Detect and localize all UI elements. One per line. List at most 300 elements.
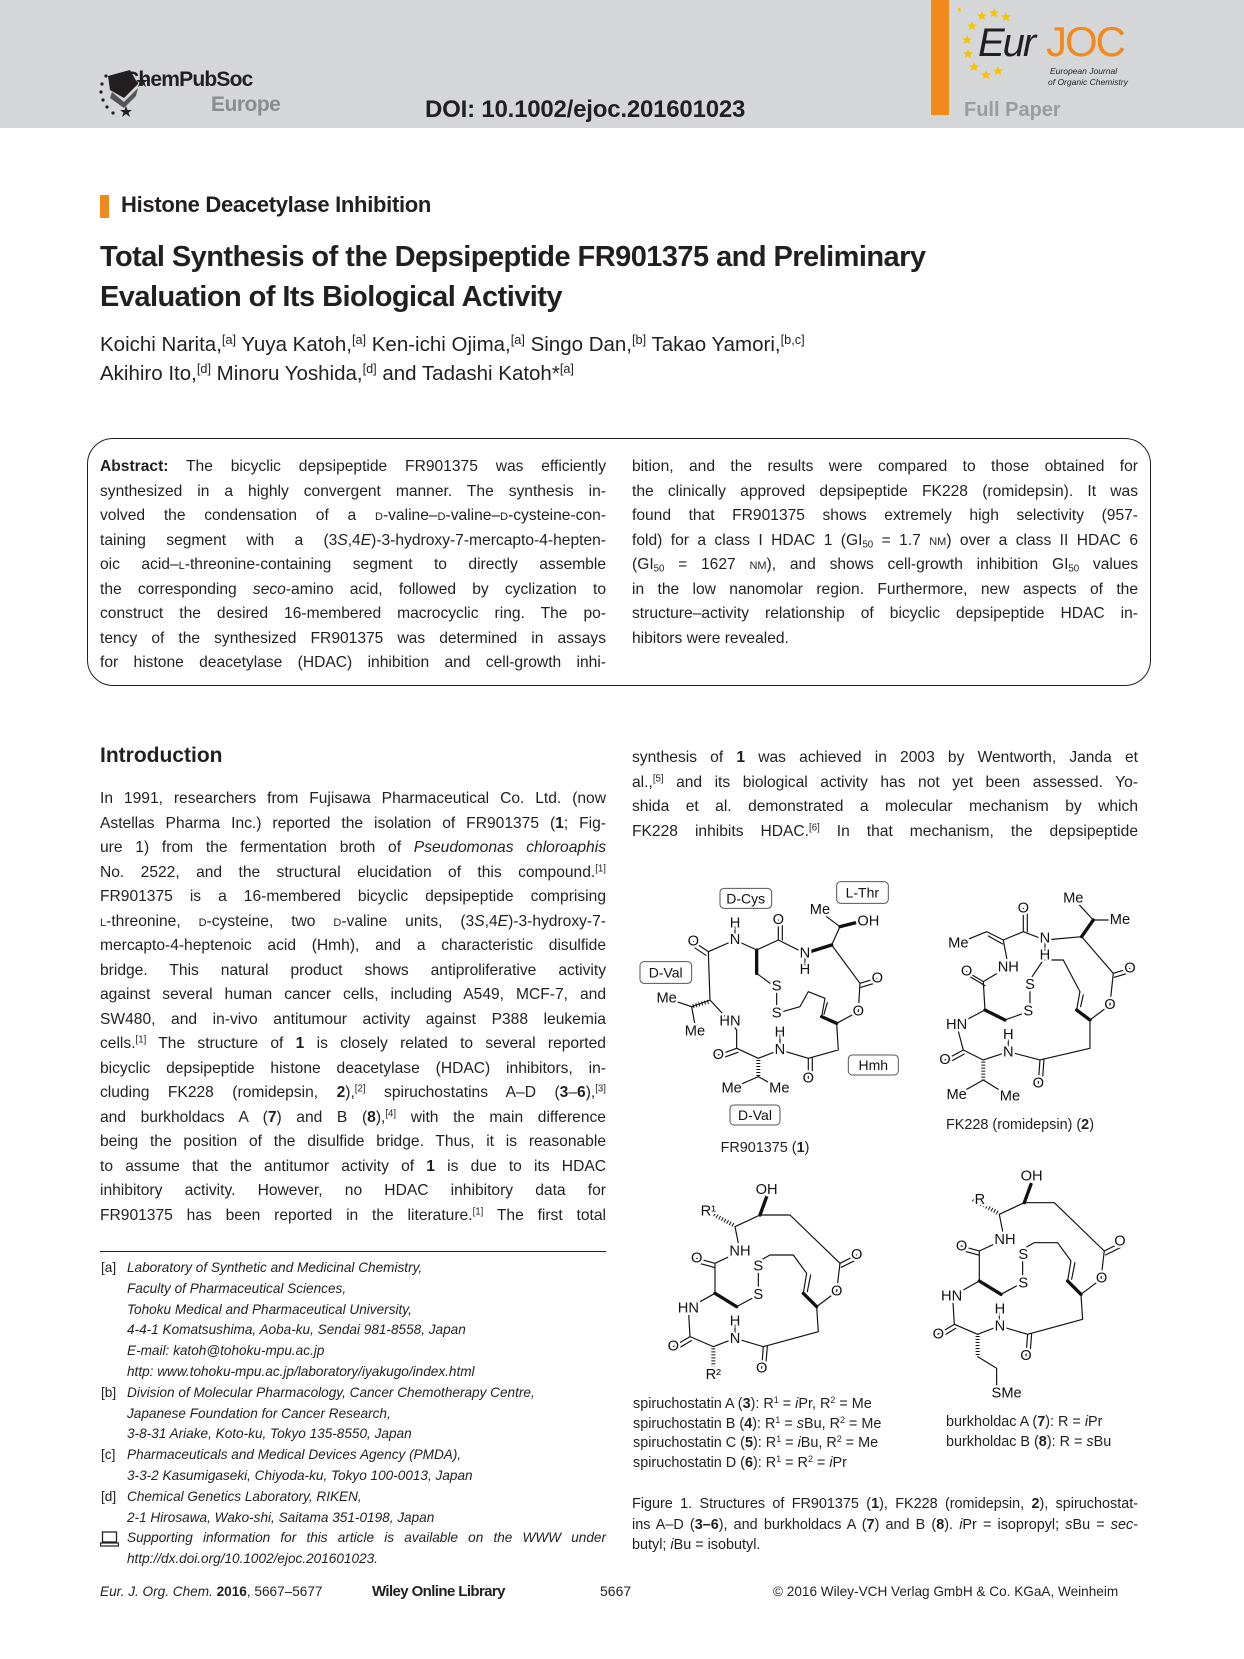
text-run: Pr	[832, 1454, 847, 1471]
text-run: ins A–D (	[632, 1516, 695, 1533]
text-run: bition, and the results were compared to those obtained for	[632, 458, 1138, 475]
atom-label: O	[939, 1051, 951, 1068]
atom-label: O	[1017, 900, 1029, 917]
text-run: [d]	[196, 360, 211, 376]
text-run: with the main difference	[396, 1108, 606, 1126]
text-run: [1]	[595, 863, 606, 875]
atom-label: OH	[857, 913, 880, 930]
text-run: cells.	[100, 1035, 136, 1052]
text-run: [3]	[595, 1083, 606, 1095]
text-run: In that mechanism, the depsipeptide	[819, 822, 1138, 840]
compound-name-fr901375	[700, 1140, 830, 1156]
text-run: 3	[559, 1084, 569, 1101]
atom-label: O	[850, 1246, 863, 1263]
text-run: Yuya Katoh,	[236, 333, 352, 356]
text-run: [6]	[809, 822, 820, 834]
text-run: spiruchostatin D (	[633, 1454, 745, 1471]
text-run: Supporting information for this article is available on the WWW under	[127, 1530, 606, 1546]
text-run: -cysteine-con-	[508, 507, 606, 524]
chempubsoc-logo-text: ChemPubSoc	[124, 68, 253, 91]
text-run: )	[1089, 1117, 1094, 1133]
legend-line	[633, 1395, 881, 1415]
text-run: ) and B (	[276, 1108, 368, 1126]
text-run: 2016	[216, 1584, 247, 1599]
burkholdac-legend	[946, 1413, 1111, 1452]
atom-label: Me	[948, 935, 969, 952]
text-run: ), FK228 (romidepsin,	[879, 1496, 1032, 1512]
wiley-online-library-link[interactable]: Wiley Online Library	[372, 1583, 505, 1600]
atom-label: H	[994, 1301, 1006, 1318]
text-run: 6	[577, 1084, 586, 1101]
residue-label-d-val: D-Val	[738, 1106, 772, 1123]
text-run: 8	[1038, 1433, 1047, 1450]
text-run: 1	[773, 1395, 779, 1406]
text-run: 2	[830, 1395, 836, 1406]
atom-label: S	[1018, 1246, 1029, 1263]
text-run: i	[795, 1396, 799, 1412]
atom-label: N	[729, 931, 741, 948]
text-run: 2	[336, 1084, 346, 1101]
text-line	[632, 1515, 1138, 1536]
atom-label: Me	[1109, 911, 1131, 928]
text-run: The first total	[483, 1206, 606, 1224]
atom-label: O	[687, 933, 700, 950]
text-run: nm	[749, 556, 767, 573]
text-run: shida et al. demonstrated a molecular mechanism by which	[632, 798, 1138, 815]
text-run: )-3-hydroxy-7-mercapto-4-hepten-	[371, 531, 606, 549]
text-run: 8	[367, 1108, 376, 1126]
text-run: Bu, R	[800, 1435, 837, 1451]
footnote-label: [d]	[101, 1488, 117, 1504]
text-run: ), and shows cell-growth inhibition GI	[766, 556, 1069, 573]
text-run: ): R =	[1046, 1433, 1087, 1450]
text-run: E	[360, 531, 372, 549]
text-run: =	[781, 1435, 798, 1451]
atom-label: R¹	[700, 1203, 717, 1220]
text-run: 3	[742, 1396, 751, 1412]
text-run: mercapto-4-heptenoic acid (Hmh), and a characteristic disulfide	[100, 937, 606, 954]
text-run: [a]	[221, 332, 237, 348]
text-run: ,4	[347, 531, 361, 549]
text-run: 2	[1081, 1117, 1090, 1133]
structure-group-bottom	[668, 1169, 1126, 1402]
text-run: [b,c]	[780, 332, 805, 348]
text-run: Tohoku Medical and Pharmaceutical University,	[127, 1301, 412, 1317]
atom-label: O	[1124, 960, 1136, 977]
eurjoc-logo-joc: JOC	[1046, 18, 1124, 65]
atom-label: Me	[999, 1088, 1021, 1105]
text-line	[632, 1535, 1138, 1556]
atom-label: O	[1020, 1347, 1032, 1364]
text-run: spiruchostatin B (	[633, 1415, 745, 1432]
text-run: ): R	[750, 1396, 774, 1412]
text-run: synthesis of	[632, 749, 737, 766]
atom-label: N	[799, 945, 811, 962]
legend-line	[633, 1454, 881, 1474]
text-run: d	[198, 912, 207, 930]
text-run: ): R	[752, 1415, 776, 1432]
text-run: (GI	[632, 556, 654, 573]
legend-line	[633, 1434, 881, 1454]
text-run: Faculty of Pharmaceutical Sciences,	[127, 1280, 347, 1296]
text-run: ),	[375, 1108, 386, 1126]
text-run: d	[333, 912, 342, 930]
atom-label: O	[955, 1238, 968, 1255]
text-run: butyl;	[632, 1537, 671, 1553]
text-run: is closely related to several reported	[304, 1035, 606, 1052]
atom-label: R²	[705, 1366, 722, 1383]
text-run: for histone deacetylase (HDAC) inhibition and cell-growth inhi-	[100, 654, 606, 671]
text-run: Pr	[1088, 1414, 1103, 1430]
text-run: Abstract:	[100, 458, 169, 475]
text-run: FR901375 is a 16-membered bicyclic depsipeptide comprising	[100, 888, 606, 905]
text-run: ),	[345, 1084, 355, 1101]
text-run: Koichi Narita,	[100, 333, 222, 356]
text-run: 1	[736, 749, 746, 766]
page-number: 5667	[600, 1583, 632, 1599]
text-run: FR901375 has been reported in the literature.	[100, 1206, 473, 1224]
legend-line	[946, 1433, 1111, 1453]
text-run: 3-8-31 Ariake, Koto-ku, Tokyo 135-8550, Japan	[127, 1426, 412, 1442]
eurjoc-logo-line2: of Organic Chemistry	[1048, 77, 1128, 87]
atom-label: O	[1104, 996, 1116, 1013]
text-run: ), spiruchostat-	[1039, 1496, 1138, 1512]
text-run: Pharmaceuticals and Medical Devices Agency (PMDA),	[127, 1447, 462, 1463]
atom-label: O	[852, 1003, 865, 1020]
text-run: Pr, R	[798, 1396, 831, 1412]
text-run: taining segment with a (3	[100, 531, 338, 549]
text-run: E	[497, 912, 509, 930]
text-run: the corresponding	[100, 580, 253, 598]
text-run: -	[1133, 1516, 1138, 1533]
text-run: d	[437, 507, 446, 524]
text-line	[632, 1494, 1138, 1515]
atom-label: NH	[997, 959, 1019, 976]
atom-label: H	[729, 1313, 741, 1330]
text-run: –	[568, 1084, 578, 1101]
text-run: 2-1 Hirosawa, Wako-shi, Saitama 351-0198, Japan	[127, 1509, 435, 1525]
text-run: spiruchostatins A–D (	[365, 1084, 560, 1101]
figure-caption	[632, 1494, 1138, 1556]
text-run: volved the condensation of a	[100, 507, 375, 524]
text-run: ): R	[753, 1435, 777, 1451]
text-run: al.,	[632, 773, 653, 791]
text-run: against several human cancer cells, including A549, MCF-7, and	[100, 986, 606, 1003]
text-run: [a]	[510, 332, 525, 348]
text-run: Laboratory of Synthetic and Medicinal Chemistry,	[127, 1260, 423, 1275]
text-run: = 1627	[664, 556, 750, 573]
text-run: spiruchostatin C (	[633, 1435, 745, 1451]
text-run: 1	[871, 1496, 880, 1512]
text-run: [d]	[362, 360, 377, 376]
text-run: l	[100, 912, 107, 930]
structure-fr901375	[640, 882, 898, 1125]
atom-label: O	[772, 911, 785, 928]
text-run: nm	[929, 531, 947, 549]
text-run: 7	[1037, 1414, 1046, 1430]
text-run: Bu, R	[803, 1415, 840, 1432]
text-run: Astellas Pharma Inc.) reported the isolation of FR901375 (	[100, 814, 556, 832]
text-run: inhibitory activity. However, no HDAC inhibitory data for	[100, 1182, 606, 1199]
compound-name-fk228	[946, 1117, 1094, 1133]
text-run: Division of Molecular Pharmacology, Cancer Chemotherapy Centre,	[127, 1384, 535, 1400]
atom-label: O	[802, 1070, 815, 1087]
article-type-label: Full Paper	[964, 99, 1061, 121]
text-run: 2	[1031, 1496, 1040, 1512]
text-run: -threonine-containing segment to directly assemble	[184, 556, 606, 573]
title-line: Total Synthesis of the Depsipeptide FR901375 and Preliminary	[100, 241, 926, 273]
text-run: l	[178, 556, 185, 573]
atom-label: S	[771, 978, 782, 995]
residue-label-hmh: Hmh	[858, 1056, 889, 1073]
atom-label: O	[755, 1360, 768, 1377]
text-run: -threonine,	[106, 912, 199, 930]
text-run: [b]	[632, 332, 647, 348]
text-run: ) over a class II HDAC 6	[946, 531, 1139, 549]
text-run: 1	[426, 1157, 435, 1175]
text-run: = Me	[844, 1415, 882, 1432]
text-run: values	[1079, 556, 1138, 573]
atom-label: SMe	[991, 1385, 1022, 1402]
text-run: [1]	[472, 1206, 484, 1218]
text-run: 4	[744, 1415, 753, 1432]
atom-label: NH	[994, 1231, 1016, 1248]
text-run: and Tadashi Katoh*	[376, 361, 560, 385]
text-run: [5]	[652, 773, 664, 785]
text-run: i	[959, 1516, 963, 1533]
text-run: =	[778, 1396, 796, 1412]
atom-label: Me	[656, 990, 677, 1007]
text-run: Bu	[1093, 1433, 1112, 1450]
text-run: Figure 1. Structures of FR901375 (	[632, 1496, 872, 1512]
footnote-label: [b]	[101, 1384, 117, 1400]
atom-label: O	[830, 1283, 843, 1300]
atom-label: S	[753, 1258, 764, 1275]
text-run: Japanese Foundation for Cancer Research,	[127, 1405, 391, 1421]
text-run: 3–6	[694, 1516, 719, 1533]
atom-label: O	[871, 970, 884, 987]
atom-label: N	[1002, 1044, 1014, 1061]
atom-label: H	[1039, 947, 1051, 964]
atom-label: Me	[721, 1080, 742, 1097]
text-run: burkholdac B (	[946, 1433, 1039, 1450]
text-run: Pseudomonas chloroaphis	[413, 839, 606, 856]
atom-label: Me	[946, 1086, 967, 1103]
atom-label: S	[1025, 976, 1035, 993]
legend-line	[946, 1413, 1111, 1433]
footer-copyright: © 2016 Wiley-VCH Verlag GmbH & Co. KGaA, Weinheim	[773, 1584, 1119, 1599]
text-run: 1	[555, 814, 564, 832]
text-run: =	[780, 1415, 797, 1432]
text-run: sec	[1110, 1516, 1134, 1533]
text-run: In 1991, researchers from Fujisawa Pharmaceutical Co. Ltd. (now	[100, 790, 606, 807]
atom-label: O	[667, 1338, 680, 1355]
text-run: being the position of the disulfide bridge. Thus, it is reasonable	[100, 1133, 606, 1150]
text-run: found that FR901375 shows extremely high selectivity (957-	[632, 507, 1138, 524]
atom-label: H	[1002, 1026, 1014, 1043]
structure-fk228	[939, 890, 1135, 1104]
text-run: fold) for a class I HDAC 1 (GI	[632, 531, 863, 549]
atom-label: S	[753, 1286, 764, 1303]
text-run: burkholdac A (	[946, 1414, 1038, 1430]
text-run: 2	[807, 1453, 813, 1464]
atom-label: Me	[809, 901, 831, 918]
text-run: bicyclic depsipeptide histone deacetylase (HDAC) inhibitors, in-	[100, 1059, 606, 1077]
text-run: 50	[653, 563, 665, 575]
text-run: 4-4-1 Komatsushima, Aoba-ku, Sendai 981-8558, Japan	[127, 1322, 466, 1338]
title-line: Evaluation of Its Biological Activity	[100, 281, 562, 313]
text-run: 6	[744, 1454, 753, 1471]
text-run: the clinically approved depsipeptide FK228 (romidepsin). It was	[632, 482, 1138, 500]
atom-label: R	[974, 1191, 986, 1208]
text-run: spiruchostatin A (	[633, 1396, 743, 1412]
text-run: i	[1084, 1414, 1089, 1430]
atom-label: O	[1095, 1270, 1108, 1287]
atom-label: H	[799, 961, 811, 978]
atom-label: N	[994, 1318, 1006, 1335]
text-run: d	[500, 507, 509, 524]
atom-label: O	[690, 1250, 703, 1267]
text-run: 1	[295, 1035, 305, 1052]
text-run: 3-3-2 Kasumigaseki, Chiyoda-ku, Tokyo 100-0013, Japan	[127, 1467, 473, 1483]
text-run: Akihiro Ito,	[100, 361, 197, 385]
text-run: is due to its HDAC	[434, 1157, 606, 1175]
spiruchostatin-legend	[633, 1395, 881, 1473]
text-run: 1	[775, 1414, 781, 1425]
text-run: 1	[776, 1453, 782, 1464]
residue-label-d-cys: D-Cys	[726, 890, 766, 907]
text-run: ure 1) from the fermentation broth of	[100, 839, 414, 856]
text-run: Chemical Genetics Laboratory, RIKEN,	[127, 1488, 362, 1504]
text-run: s	[1065, 1516, 1073, 1533]
text-run: ; Fig-	[563, 814, 606, 832]
text-run: i	[797, 1435, 801, 1451]
text-run: , 5667–5677	[246, 1584, 323, 1599]
text-run: The bicyclic depsipeptide FR901375 was efficiently	[168, 458, 606, 475]
structure-burkholdac	[938, 1184, 1126, 1356]
text-run: tency of the synthesized FR901375 was determined in assays	[100, 629, 606, 647]
structure-spiruchostatin	[673, 1197, 858, 1369]
text-run: = 1.7	[873, 531, 930, 549]
atom-label: S	[1018, 1275, 1029, 1292]
atom-label: OH	[1020, 1168, 1043, 1185]
text-run: ), and burkholdacs A (	[718, 1516, 867, 1533]
text-run: s	[1086, 1433, 1094, 1450]
text-run: )-3-hydroxy-7-	[508, 912, 606, 930]
eurjoc-logo-line1: European Journal	[1050, 66, 1118, 76]
atom-label: O	[1032, 1075, 1044, 1092]
atom-label: O	[712, 1046, 725, 1063]
text-run: Takao Yamori,	[646, 333, 781, 356]
atom-label: OH	[755, 1181, 778, 1198]
text-run: ),	[585, 1084, 596, 1101]
text-run: 2	[836, 1434, 842, 1445]
text-run: = Me	[841, 1435, 879, 1451]
text-run: s	[796, 1415, 804, 1432]
text-run: 1	[776, 1434, 782, 1445]
text-run: cluding FK228 (romidepsin,	[100, 1084, 337, 1101]
text-run: = R	[781, 1454, 808, 1471]
text-run: Pr = isopropyl;	[962, 1516, 1066, 1533]
atom-label: S	[1023, 1003, 1034, 1020]
text-run: Eur. J. Org. Chem.	[100, 1584, 213, 1599]
atom-label: S	[771, 1005, 782, 1022]
text-run: = Me	[835, 1396, 872, 1412]
atom-label: N	[1039, 930, 1051, 947]
text-run: ): R =	[1045, 1414, 1085, 1430]
text-run: Minoru Yoshida,	[210, 361, 363, 385]
chempubsoc-logo-subtext: Europe	[211, 93, 281, 116]
text-run: i	[829, 1454, 833, 1471]
text-run: 50	[1068, 563, 1080, 575]
text-run: -amino acid, followed by cyclization to	[285, 580, 607, 598]
text-run: [4]	[385, 1108, 397, 1120]
doi-label[interactable]: DOI: 10.1002/ejoc.201601023	[425, 96, 746, 123]
text-run: to assume that the antitumor activity of	[100, 1157, 427, 1175]
text-run: Bu =	[1072, 1516, 1111, 1533]
text-run: in the low nanomolar region. Furthermore, new aspects of the	[632, 580, 1138, 598]
text-run: [2]	[354, 1083, 366, 1095]
atom-label: N	[774, 1041, 786, 1058]
text-run: ): R	[753, 1454, 777, 1471]
text-run: and its biological activity has not yet been assessed. Yo-	[663, 773, 1138, 791]
atom-label: O	[932, 1326, 945, 1343]
text-run: 1	[796, 1140, 805, 1156]
footnote-label: [a]	[101, 1260, 117, 1275]
residue-label-d-val: D-Val	[648, 964, 683, 981]
section-heading: Histone Deacetylase Inhibition	[121, 192, 432, 217]
text-run: ).	[944, 1516, 960, 1533]
atom-label: H	[729, 915, 741, 932]
text-run: structure–activity relationship of bicyclic depsipeptide HDAC in-	[632, 605, 1138, 622]
residue-label-l-thr: L-Thr	[845, 884, 880, 901]
text-run: ) and B (	[874, 1516, 937, 1533]
atom-label: HN	[946, 1016, 968, 1033]
text-run: -cysteine, two	[206, 912, 334, 930]
atom-label: HN	[941, 1288, 963, 1305]
text-run: http://dx.doi.org/10.1002/ejoc.201601023.	[127, 1551, 378, 1567]
atom-label: NH	[729, 1243, 751, 1260]
text-run: 7	[267, 1108, 277, 1126]
atom-label: Me	[769, 1080, 790, 1097]
text-run: FK228 (romidepsin) (	[946, 1117, 1082, 1133]
text-run: bridge. This natural product shows antiproliferative activity	[100, 961, 606, 979]
text-run: [1]	[135, 1034, 147, 1046]
atom-label: H	[774, 1024, 786, 1041]
text-run: =	[812, 1454, 830, 1471]
text-run: E-mail: katoh@tohoku-mpu.ac.jp	[127, 1343, 325, 1359]
text-run: 8	[936, 1516, 945, 1533]
atom-label: Me	[684, 1023, 706, 1040]
atom-label: O	[1114, 1233, 1126, 1250]
legend-line	[633, 1415, 881, 1435]
atom-label: HN	[719, 1013, 741, 1030]
atom-label: HN	[677, 1300, 699, 1317]
text-run: -valine–	[382, 507, 438, 524]
text-run: http: www.tohoku-mpu.ac.jp/laboratory/iyakugo/index.html	[127, 1363, 475, 1379]
atom-label: O	[960, 963, 973, 980]
text-run: i	[670, 1537, 674, 1553]
text-run: and burkholdacs A (	[100, 1108, 268, 1126]
text-run: No. 2522, and the structural elucidation of this compound.	[100, 863, 596, 881]
text-run: was achieved in 2003 by Wentworth, Janda et	[745, 749, 1139, 766]
text-run: -valine–	[445, 507, 501, 524]
text-run: 5	[744, 1435, 753, 1451]
text-run: synthesized in a highly convergent manner. The synthesis in-	[100, 482, 606, 500]
text-run: S	[337, 531, 348, 549]
text-run: )	[804, 1140, 810, 1156]
eurjoc-logo-eur: Eur	[978, 21, 1035, 65]
